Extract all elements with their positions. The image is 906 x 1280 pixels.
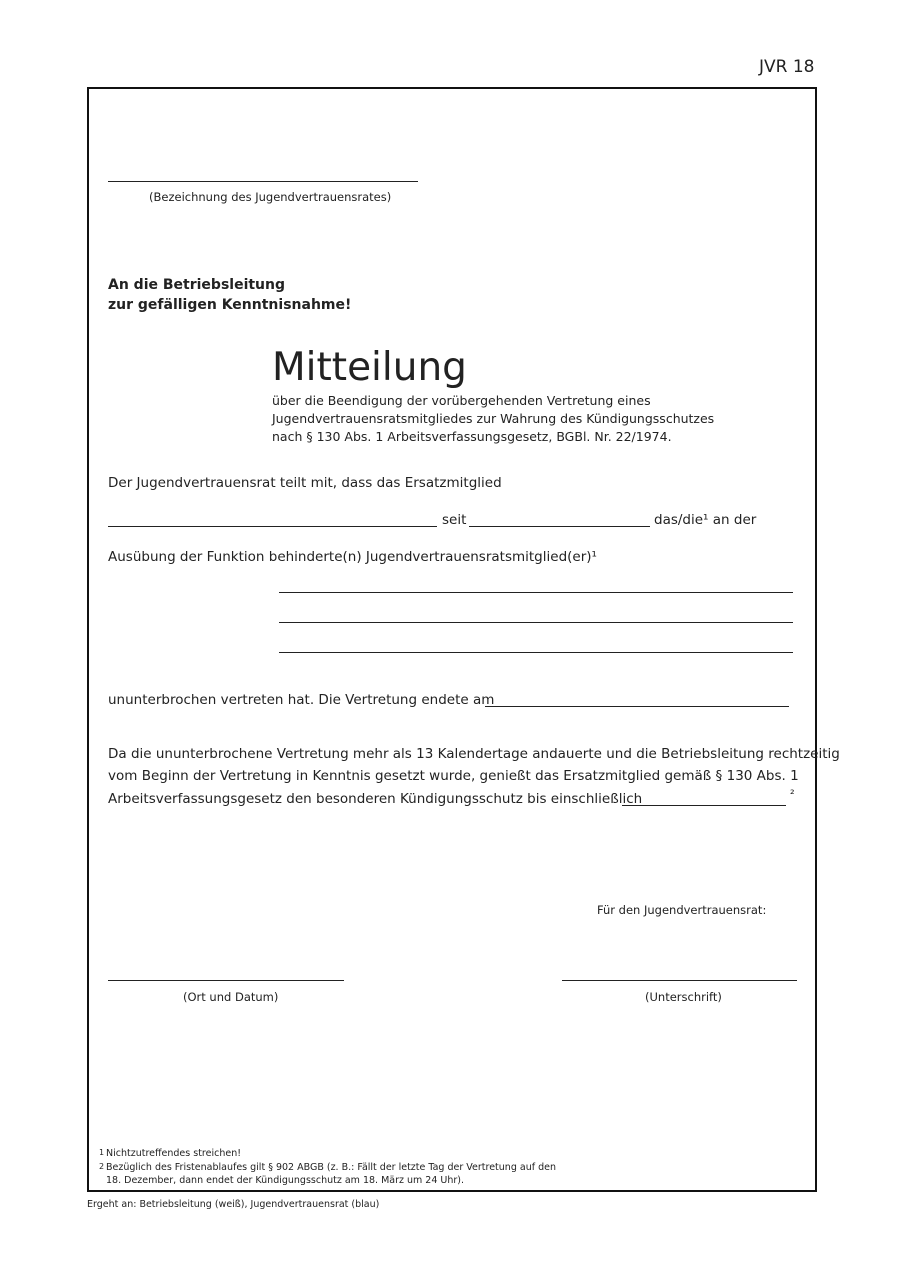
council-label: (Bezeichnung des Jugendvertrauensrates) xyxy=(149,190,392,204)
intro-text: Der Jugendvertrauensrat teilt mit, dass das Ersatzmitglied xyxy=(108,475,502,491)
place-date-label: (Ort und Datum) xyxy=(183,990,279,1004)
protection-end-date-line[interactable] xyxy=(622,805,786,806)
ended-text: ununterbrochen vertreten hat. Die Vertretung endete am xyxy=(108,692,495,708)
footnote-1-mark: 1 xyxy=(99,1148,105,1157)
seit-label: seit xyxy=(442,512,467,528)
footnote-2-mark: 2 xyxy=(99,1162,105,1171)
since-date-line[interactable] xyxy=(469,526,650,527)
for-council-label: Für den Jugendvertrauensrat: xyxy=(597,903,767,917)
place-date-line[interactable] xyxy=(108,980,344,981)
footnote-2-line2: 18. Dezember, dann endet der Kündigungsschutz am 18. März um 24 Uhr). xyxy=(106,1175,465,1186)
subtitle-line2: Jugendvertrauensratsmitgliedes zur Wahrung des Kündigungsschutzes xyxy=(272,411,715,426)
dasdie-label: das/die¹ an der xyxy=(654,512,757,528)
para-line3: Arbeitsverfassungsgesetz den besonderen Kündigungsschutz bis einschließlich xyxy=(108,791,643,807)
form-code: JVR 18 xyxy=(759,57,815,77)
recipient-line2: zur gefälligen Kenntnisnahme! xyxy=(108,297,352,313)
signature-line[interactable] xyxy=(562,980,797,981)
para-line1: Da die ununterbrochene Vertretung mehr als 13 Kalendertage andauerte und die Betriebsleitung rechtzeitig xyxy=(108,746,840,762)
absent-member-line-2[interactable] xyxy=(279,622,793,623)
member-name-line[interactable] xyxy=(108,526,437,527)
subtitle-line1: über die Beendigung der vorübergehenden Vertretung eines xyxy=(272,393,651,408)
council-name-line[interactable] xyxy=(108,181,418,182)
footnote-1: Nichtzutreffendes streichen! xyxy=(106,1148,242,1159)
function-text: Ausübung der Funktion behinderte(n) Jugendvertrauensratsmitglied(er)¹ xyxy=(108,549,597,565)
page-title: Mitteilung xyxy=(272,345,467,390)
signature-label: (Unterschrift) xyxy=(645,990,722,1004)
distribution-note: Ergeht an: Betriebsleitung (weiß), Jugendvertrauensrat (blau) xyxy=(87,1199,380,1210)
footnote-ref-2: ² xyxy=(790,787,795,801)
end-date-line[interactable] xyxy=(485,706,789,707)
absent-member-line-3[interactable] xyxy=(279,652,793,653)
para-line2: vom Beginn der Vertretung in Kenntnis gesetzt wurde, genießt das Ersatzmitglied gemäß § 130 Abs. 1 xyxy=(108,768,799,784)
footnote-2-line1: Bezüglich des Fristenablaufes gilt § 902 ABGB (z. B.: Fällt der letzte Tag der Vertretung auf den xyxy=(106,1162,556,1173)
form-frame xyxy=(87,87,817,1192)
recipient-line1: An die Betriebsleitung xyxy=(108,277,286,293)
subtitle-line3: nach § 130 Abs. 1 Arbeitsverfassungsgesetz, BGBl. Nr. 22/1974. xyxy=(272,429,672,444)
absent-member-line-1[interactable] xyxy=(279,592,793,593)
